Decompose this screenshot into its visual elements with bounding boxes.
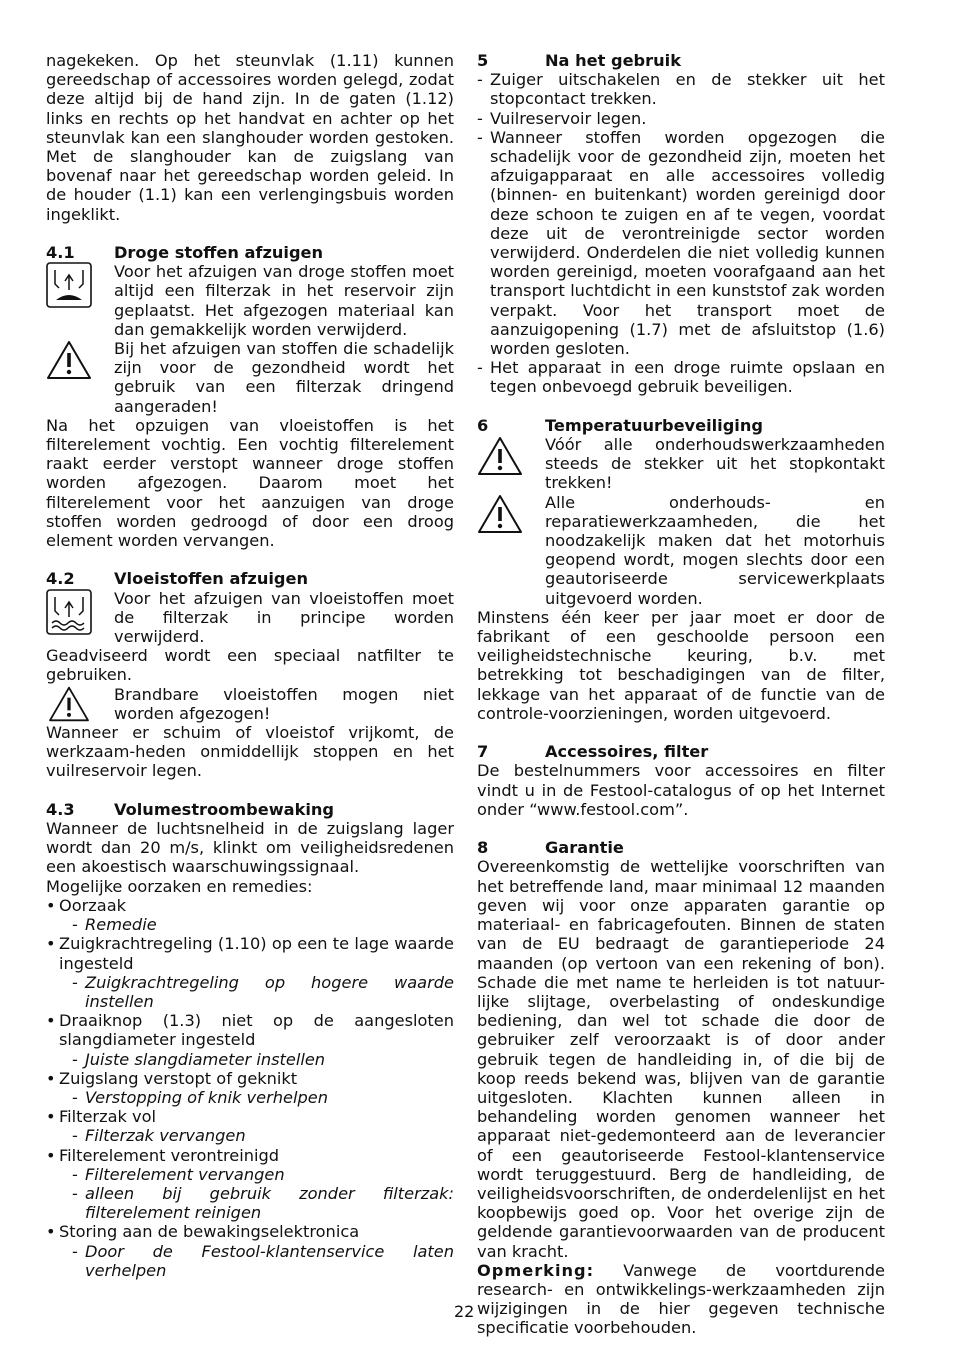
inspection-paragraph: Minstens één keer per jaar moet er door de fabrikant of een geschoolde persoon een veiligheidstechnische keuring, b.v. met betrekking tot beschadigingen van de filter, lekkage van het apparaat of de functie van de controle-voorzieningen, worden uitgevoerd. — [477, 607, 885, 723]
note-text: Vanwege de voortdurende research- en ontwikkelings-werkzaamheden zijn wijzigingen in de hier gegeven technische specificatie voorbehouden. — [477, 1260, 885, 1338]
list-item: • Draaiknop (1.3) niet op de aangesloten slangdiameter ingesteld - Juiste slangdiameter instellen — [46, 1011, 454, 1069]
remedy: - Verstopping of knik verhelpen — [59, 1088, 454, 1107]
unplug-warning — [477, 435, 885, 493]
repair-text: Alle onderhouds- en reparatiewerkzaamheden, die het noodzakelijk maken dat het motorhuis geopend wordt, mogen slechts door een geautoriseerde servicewerkplaats uitgevoerd worden. — [545, 492, 885, 608]
list-item: - Vuilreservoir legen. — [477, 109, 885, 128]
remedy: - Zuigkrachtregeling op hogere waarde instellen — [59, 973, 454, 1011]
list-item: • Zuigkrachtregeling (1.10) op een te lage waarde ingesteld - Zuigkrachtregeling op hogere waarde instellen — [46, 934, 454, 1011]
page-number: 22 — [454, 1302, 475, 1321]
note-paragraph — [477, 1261, 885, 1338]
list-item: • Filterelement verontreinigd - Filterelement vervangen - alleen bij gebruik zonder filterzak: filterelement reinigen — [46, 1146, 454, 1223]
remedy: - Filterzak vervangen — [59, 1126, 454, 1145]
list-item: - Het apparaat in een droge ruimte opslaan en tegen onbevoegd gebruik beveiligen. — [477, 358, 885, 396]
section-5-heading: 5 Na het gebruik — [477, 51, 681, 70]
note-label: Opmerking: — [477, 1260, 595, 1280]
filter-moisture-paragraph: Na het opzuigen van vloeistoffen is het filterelement vochtig. Een vochtig filterelement raakt eerder verstopt wanneer droge stoffen worden afgezogen. Daarom moet het filterelement voor het aanzuigen van droge stoffen worden gedroogd of door een droog element worden vervangen. — [46, 415, 454, 551]
section-4-2-heading: 4.2 Vloeistoffen afzuigen — [46, 569, 309, 589]
remedy: - Juiste slangdiameter instellen — [59, 1050, 454, 1069]
harmful-dust-text: Bij het afzuigen van stoffen die schadelijk zijn voor de gezondheid wordt het gebruik van een filterzak dringend aangeraden! — [114, 339, 454, 416]
list-item: • Zuigslang verstopt of geknikt - Verstopping of knik verhelpen — [46, 1069, 454, 1107]
section-4-3-heading: 4.3 Volumestroombewaking — [46, 799, 335, 819]
warranty-paragraph: Overeenkomstig de wettelijke voorschriften van het betreffende land, maar minimaal 12 maanden geven wij voor onze apparaten garantie op materiaal- en fabricagefouten. Binnen de staten van de EU bedraagt de garantieperiode 24 maanden (op vertoon van een rekening of bon). Schade die met name te herleiden is tot natuur-lijke slijtage, overbelasting of ondeskundige bediening, dan wel tot schade die door de gebruiker zelf veroorzaakt is of door ander gebruik tegen de handleiding in, of die bij de koop reeds bekend was, blijven van de garantie uitgesloten. Klachten kunnen alleen in behandeling worden genomen wanneer het apparaat niet-gedemonteerd aan de leverancier of een geautoriseerde Festool-klantenservice wordt teruggestuurd. Berg de handleiding, de veiligheidsvoorschriften, de onderdelenlijst en het koopbewijs goed op. Voor het overige zijn de geldende garantievoorwaarden van de producent van kracht. — [477, 857, 885, 1261]
airflow-paragraph: Wanneer de luchtsnelheid in de zuigslang lager wordt dan 20 m/s, klinkt om veiligheidsredenen een akoestisch waarschuwingssignaal. — [46, 819, 454, 877]
liquid-text: Voor het afzuigen van vloeistoffen moet de filterzak in principe worden verwijderd. — [114, 588, 454, 647]
remedy: - alleen bij gebruik zonder filterzak: filterelement reinigen — [59, 1184, 454, 1222]
remedy: - Filterelement vervangen — [59, 1165, 454, 1184]
dry-dust-note — [46, 262, 454, 339]
dry-dust-text: Voor het afzuigen van droge stoffen moet altijd een filterzak in het reservoir zijn geplaatst. Het afgezogen materiaal kan dan gemakkelijk worden verwijderd. — [114, 262, 454, 339]
warning-icon — [477, 493, 545, 535]
flammable-liquid-warning — [46, 685, 454, 723]
causes-intro: Mogelijke oorzaken en remedies: — [46, 876, 313, 896]
warning-icon — [477, 435, 545, 477]
unplug-text: Vóór alle onderhoudswerkzaamheden steeds de stekker uit het stopkontakt trekken! — [545, 435, 885, 493]
remedy: - Remedie — [59, 915, 454, 934]
wet-filter-advice: Geadviseerd wordt een speciaal natfilter te gebruiken. — [46, 646, 454, 685]
left-column — [46, 51, 454, 1280]
section-6-heading: 6 Temperatuurbeveiliging — [477, 415, 763, 435]
section-7-heading: 7 Accessoires, filter — [477, 742, 709, 762]
warning-icon — [46, 339, 114, 381]
section-4-1-heading: 4.1 Droge stoffen afzuigen — [46, 243, 324, 263]
accessories-paragraph: De bestelnummers voor accessoires en filter vindt u in de Festool-catalogus of op het Internet onder “www.festool.com”. — [477, 761, 885, 819]
list-item: - Zuiger uitschakelen en de stekker uit het stopcontact trekken. — [477, 70, 885, 108]
liquid-note — [46, 589, 454, 647]
warning-icon — [46, 685, 114, 723]
right-column — [477, 51, 885, 1338]
repair-warning — [477, 493, 885, 608]
liquid-icon — [46, 589, 114, 635]
list-item: • Oorzaak - Remedie — [46, 896, 454, 934]
dry-dust-icon — [46, 262, 114, 308]
flammable-liquid-text: Brandbare vloeistoffen mogen niet worden afgezogen! — [114, 684, 454, 723]
harmful-dust-warning — [46, 339, 454, 416]
after-use-list — [477, 70, 885, 396]
intro-paragraph: nagekeken. Op het steunvlak (1.11) kunnen gereedschap of accessoires worden gelegd, zodat deze altijd bij de hand zijn. In de gaten (1.12) links en rechts op het handvat en achter op het steunvlak kan een slanghouder worden gestoken. Met de slanghouder kan de zuigslang van bovenaf naar het gereedschap worden geleid. In de houder (1.1) kan een verlengingsbuis worden ingeklikt. — [46, 51, 454, 224]
list-item: • Filterzak vol - Filterzak vervangen — [46, 1107, 454, 1145]
list-item: - Wanneer stoffen worden opgezogen die schadelijk voor de gezondheid zijn, moeten het afzuigapparaat en alle accessoires volledig (binnen- en buitenkant) worden gereinigd door deze schoon te zuigen en af te vegen, voordat deze uit de verontreinigde sector worden verwijderd. Onderdelen die niet volledig kunnen worden gereinigd, moeten voorafgaand aan het transport luchtdicht in een kunststof zak worden verpakt. Voor het transport moet de aanzuigopening (1.7) met de afsluitstop (1.6) worden gesloten. — [477, 128, 885, 358]
foam-paragraph: Wanneer er schuim of vloeistof vrijkomt, de werkzaam-heden onmiddellijk stoppen en het vuilreservoir legen. — [46, 723, 454, 781]
list-item: • Storing aan de bewakingselektronica - Door de Festool-klantenservice laten verhelpen — [46, 1222, 454, 1280]
cause-remedy-list — [46, 896, 454, 1280]
section-8-heading: 8 Garantie — [477, 838, 624, 858]
remedy: - Door de Festool-klantenservice laten verhelpen — [59, 1242, 454, 1280]
